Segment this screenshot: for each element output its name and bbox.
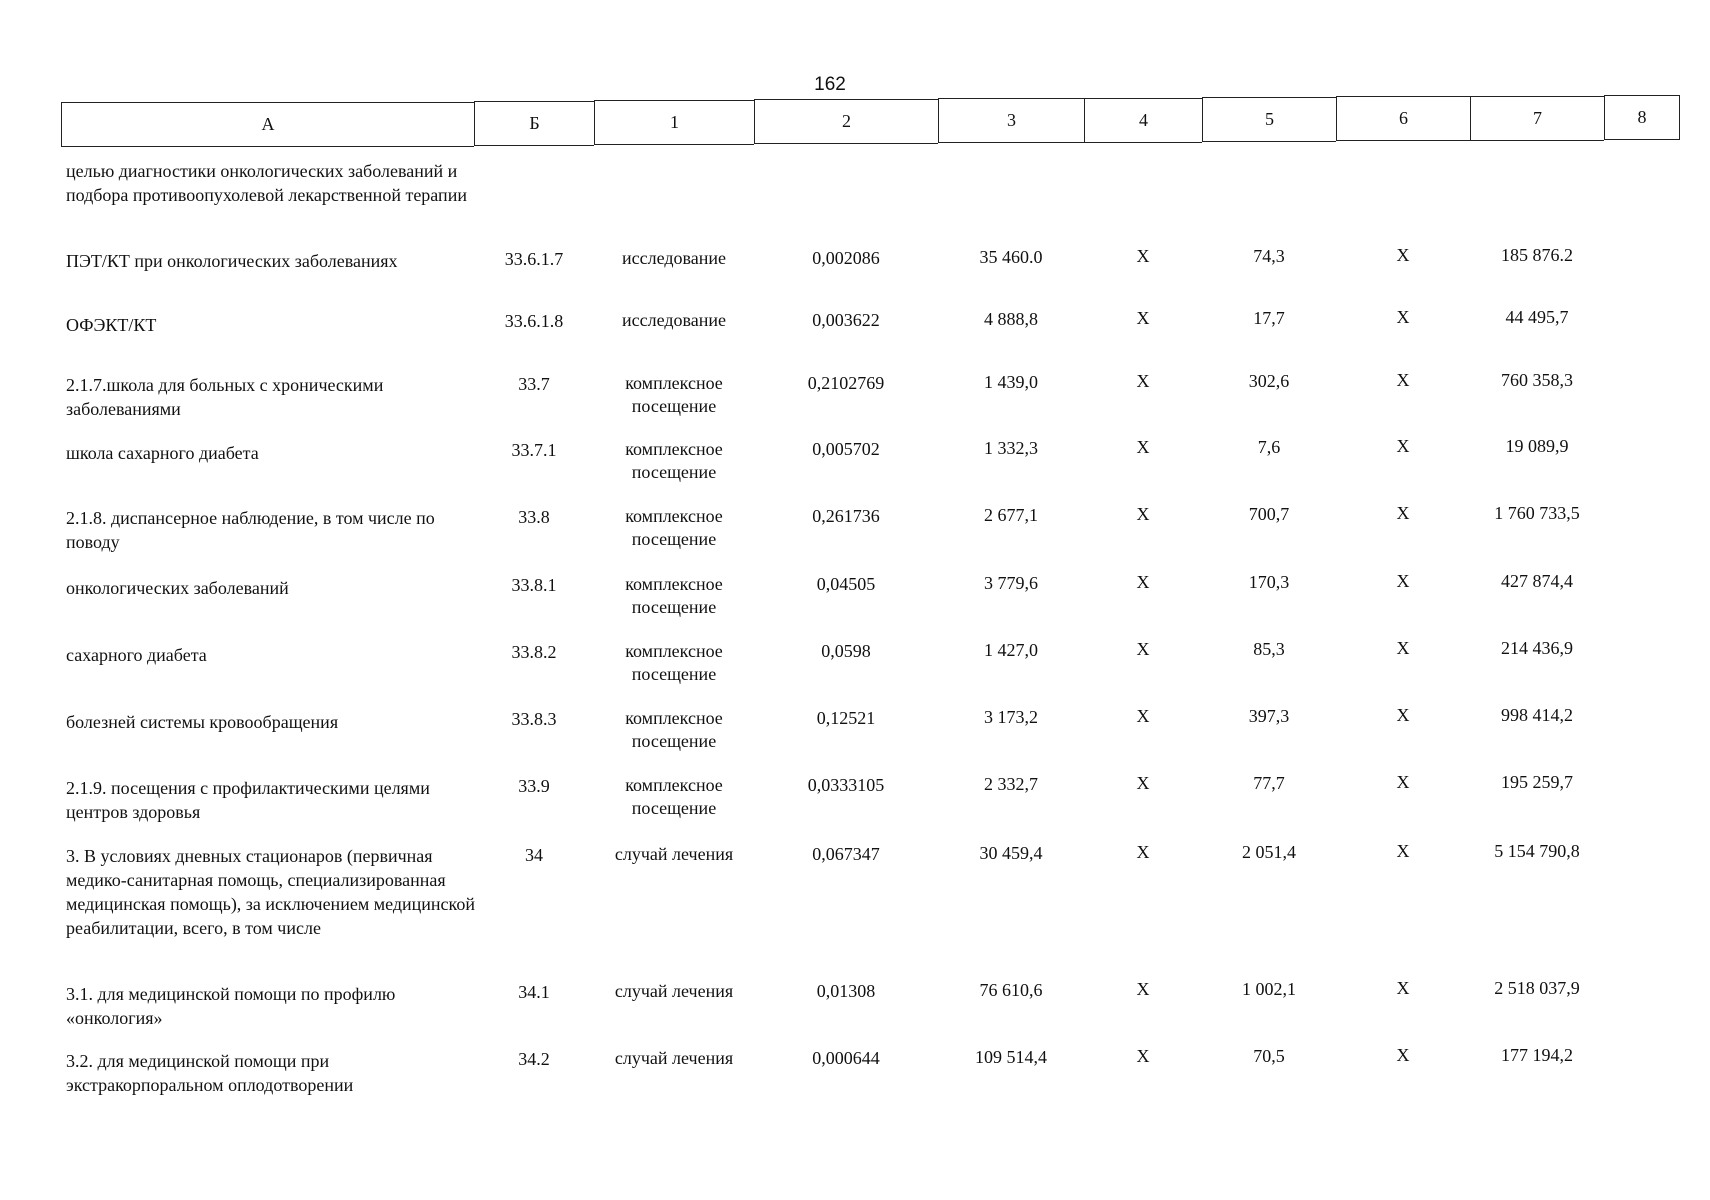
- row-col-5: 77,7: [1253, 773, 1285, 793]
- row-col-6: X: [1396, 772, 1410, 792]
- row-col-4: X: [1136, 639, 1150, 659]
- row-col-5: 7,6: [1257, 437, 1281, 457]
- row-code: 33.6.1.7: [504, 249, 564, 269]
- row-col-2: 0,067347: [812, 844, 880, 864]
- row-code: 33.6.1.8: [504, 311, 564, 331]
- row-col-6: X: [1396, 245, 1410, 265]
- row-code: 33.7: [518, 374, 550, 394]
- row-code: 33.8.1: [511, 575, 557, 595]
- row-col-4: X: [1136, 246, 1150, 266]
- row-col-2: 0,003622: [812, 310, 880, 330]
- row-name: 3.2. для медицинской помощи при экстракорпоральном оплодотворении: [66, 1051, 354, 1095]
- header-col-1: 1: [594, 100, 754, 145]
- header-col-4: 4: [1084, 98, 1202, 143]
- row-col-3: 3 779,6: [984, 573, 1038, 593]
- row-col-6: X: [1396, 307, 1410, 327]
- row-col-2: 0,01308: [816, 981, 876, 1001]
- row-col-7: 760 358,3: [1501, 370, 1573, 390]
- row-col-4: X: [1136, 371, 1150, 391]
- header-col-3: 3: [938, 98, 1084, 143]
- row-col-7: 214 436,9: [1501, 638, 1573, 658]
- row-col-3: 2 677,1: [984, 505, 1038, 525]
- row-col-2: 0,04505: [816, 574, 876, 594]
- row-col-3: 1 439,0: [984, 372, 1038, 392]
- row-unit: комплексное посещение: [625, 775, 723, 818]
- row-col-5: 170,3: [1248, 572, 1290, 592]
- row-unit: случай лечения: [614, 981, 734, 1001]
- row-unit: случай лечения: [614, 1048, 734, 1068]
- row-col-2: 0,002086: [812, 248, 880, 268]
- row-col-2: 0,0598: [821, 641, 871, 661]
- row-name: 3.1. для медицинской помощи по профилю «онкология»: [66, 984, 396, 1028]
- row-name: ОФЭКТ/КТ: [66, 315, 157, 335]
- row-unit: комплексное посещение: [625, 373, 723, 416]
- row-col-7: 2 518 037,9: [1494, 978, 1580, 998]
- row-name: ПЭТ/КТ при онкологических заболеваниях: [66, 251, 398, 271]
- row-unit: комплексное посещение: [625, 708, 723, 751]
- row-name: сахарного диабета: [66, 645, 207, 665]
- row-code: 34: [525, 845, 543, 865]
- row-col-5: 397,3: [1248, 706, 1290, 726]
- row-code: 34.2: [518, 1049, 550, 1069]
- row-col-4: X: [1136, 706, 1150, 726]
- row-code: 33.7.1: [511, 440, 557, 460]
- row-col-3: 2 332,7: [984, 774, 1038, 794]
- row-col-4: X: [1136, 842, 1150, 862]
- row-unit: комплексное посещение: [625, 439, 723, 482]
- row-col-5: 302,6: [1248, 371, 1290, 391]
- row-col-4: X: [1136, 773, 1150, 793]
- row-col-6: X: [1396, 841, 1410, 861]
- row-code: 33.9: [518, 776, 550, 796]
- row-col-4: X: [1136, 979, 1150, 999]
- row-code: 33.8: [518, 507, 550, 527]
- row-name: 2.1.9. посещения с профилактическими целями центров здоровья: [66, 778, 430, 822]
- row-name: 3. В условиях дневных стационаров (первичная медико-санитарная помощь, специализированная медицинская помощь), за исключением медицинской реабилитации, всего, в том числе: [66, 846, 475, 938]
- row-col-3: 76 610,6: [979, 980, 1043, 1000]
- header-col-b: Б: [474, 101, 594, 146]
- row-col-2: 0,0333105: [807, 775, 885, 795]
- row-col-7: 185 876.2: [1501, 245, 1573, 265]
- row-col-5: 85,3: [1253, 639, 1285, 659]
- row-col-4: X: [1136, 572, 1150, 592]
- row-unit: исследование: [621, 248, 726, 268]
- header-col-7: 7: [1470, 96, 1604, 141]
- row-col-5: 70,5: [1253, 1046, 1285, 1066]
- header-col-a: А: [61, 102, 474, 147]
- row-name: 2.1.7.школа для больных с хроническими заболеваниями: [66, 375, 384, 419]
- row-col-3: 30 459,4: [979, 843, 1043, 863]
- row-unit: комплексное посещение: [625, 574, 723, 617]
- row-col-2: 0,12521: [816, 708, 876, 728]
- row-code: 33.8.3: [511, 709, 557, 729]
- row-col-2: 0,261736: [812, 506, 880, 526]
- row-col-3: 35 460.0: [979, 247, 1043, 267]
- row-col-6: X: [1396, 978, 1410, 998]
- row-col-3: 109 514,4: [975, 1047, 1047, 1067]
- row-col-6: X: [1396, 370, 1410, 390]
- row-name: целью диагностики онкологических заболеваний и подбора противоопухолевой лекарственной терапии: [66, 161, 467, 205]
- row-col-5: 2 051,4: [1242, 842, 1296, 862]
- row-col-2: 0,005702: [812, 439, 880, 459]
- row-col-6: X: [1396, 705, 1410, 725]
- row-col-5: 74,3: [1253, 246, 1285, 266]
- row-col-6: X: [1396, 436, 1410, 456]
- row-col-4: X: [1136, 308, 1150, 328]
- row-col-5: 1 002,1: [1242, 979, 1296, 999]
- row-col-7: 998 414,2: [1501, 705, 1573, 725]
- row-name: 2.1.8. диспансерное наблюдение, в том числе по поводу: [66, 508, 435, 552]
- row-col-3: 4 888,8: [984, 309, 1038, 329]
- row-col-6: X: [1396, 503, 1410, 523]
- row-col-3: 1 427,0: [984, 640, 1038, 660]
- row-col-3: 3 173,2: [984, 707, 1038, 727]
- page-number: 162: [814, 74, 846, 95]
- row-name: школа сахарного диабета: [66, 443, 259, 463]
- row-col-4: X: [1136, 437, 1150, 457]
- row-unit: комплексное посещение: [625, 641, 723, 684]
- row-col-2: 0,000644: [812, 1048, 880, 1068]
- row-unit: комплексное посещение: [625, 506, 723, 549]
- row-col-7: 5 154 790,8: [1494, 841, 1580, 861]
- row-name: онкологических заболеваний: [66, 578, 289, 598]
- row-col-6: X: [1396, 1045, 1410, 1065]
- row-col-5: 700,7: [1248, 504, 1290, 524]
- row-col-6: X: [1396, 638, 1410, 658]
- header-col-8: 8: [1604, 95, 1680, 140]
- row-col-7: 44 495,7: [1505, 307, 1569, 327]
- row-col-6: X: [1396, 571, 1410, 591]
- header-col-6: 6: [1336, 96, 1470, 141]
- row-col-3: 1 332,3: [984, 438, 1038, 458]
- row-col-7: 195 259,7: [1501, 772, 1573, 792]
- row-col-5: 17,7: [1253, 308, 1285, 328]
- row-col-4: X: [1136, 504, 1150, 524]
- row-unit: исследование: [621, 310, 726, 330]
- row-col-2: 0,2102769: [807, 373, 885, 393]
- row-col-7: 177 194,2: [1501, 1045, 1573, 1065]
- row-code: 34.1: [518, 982, 550, 1002]
- header-col-2: 2: [754, 99, 938, 144]
- row-name: болезней системы кровообращения: [66, 712, 339, 732]
- row-col-4: X: [1136, 1046, 1150, 1066]
- row-code: 33.8.2: [511, 642, 557, 662]
- header-col-5: 5: [1202, 97, 1336, 142]
- row-col-7: 19 089,9: [1505, 436, 1569, 456]
- row-col-7: 1 760 733,5: [1494, 503, 1580, 523]
- row-col-7: 427 874,4: [1501, 571, 1573, 591]
- row-unit: случай лечения: [614, 844, 734, 864]
